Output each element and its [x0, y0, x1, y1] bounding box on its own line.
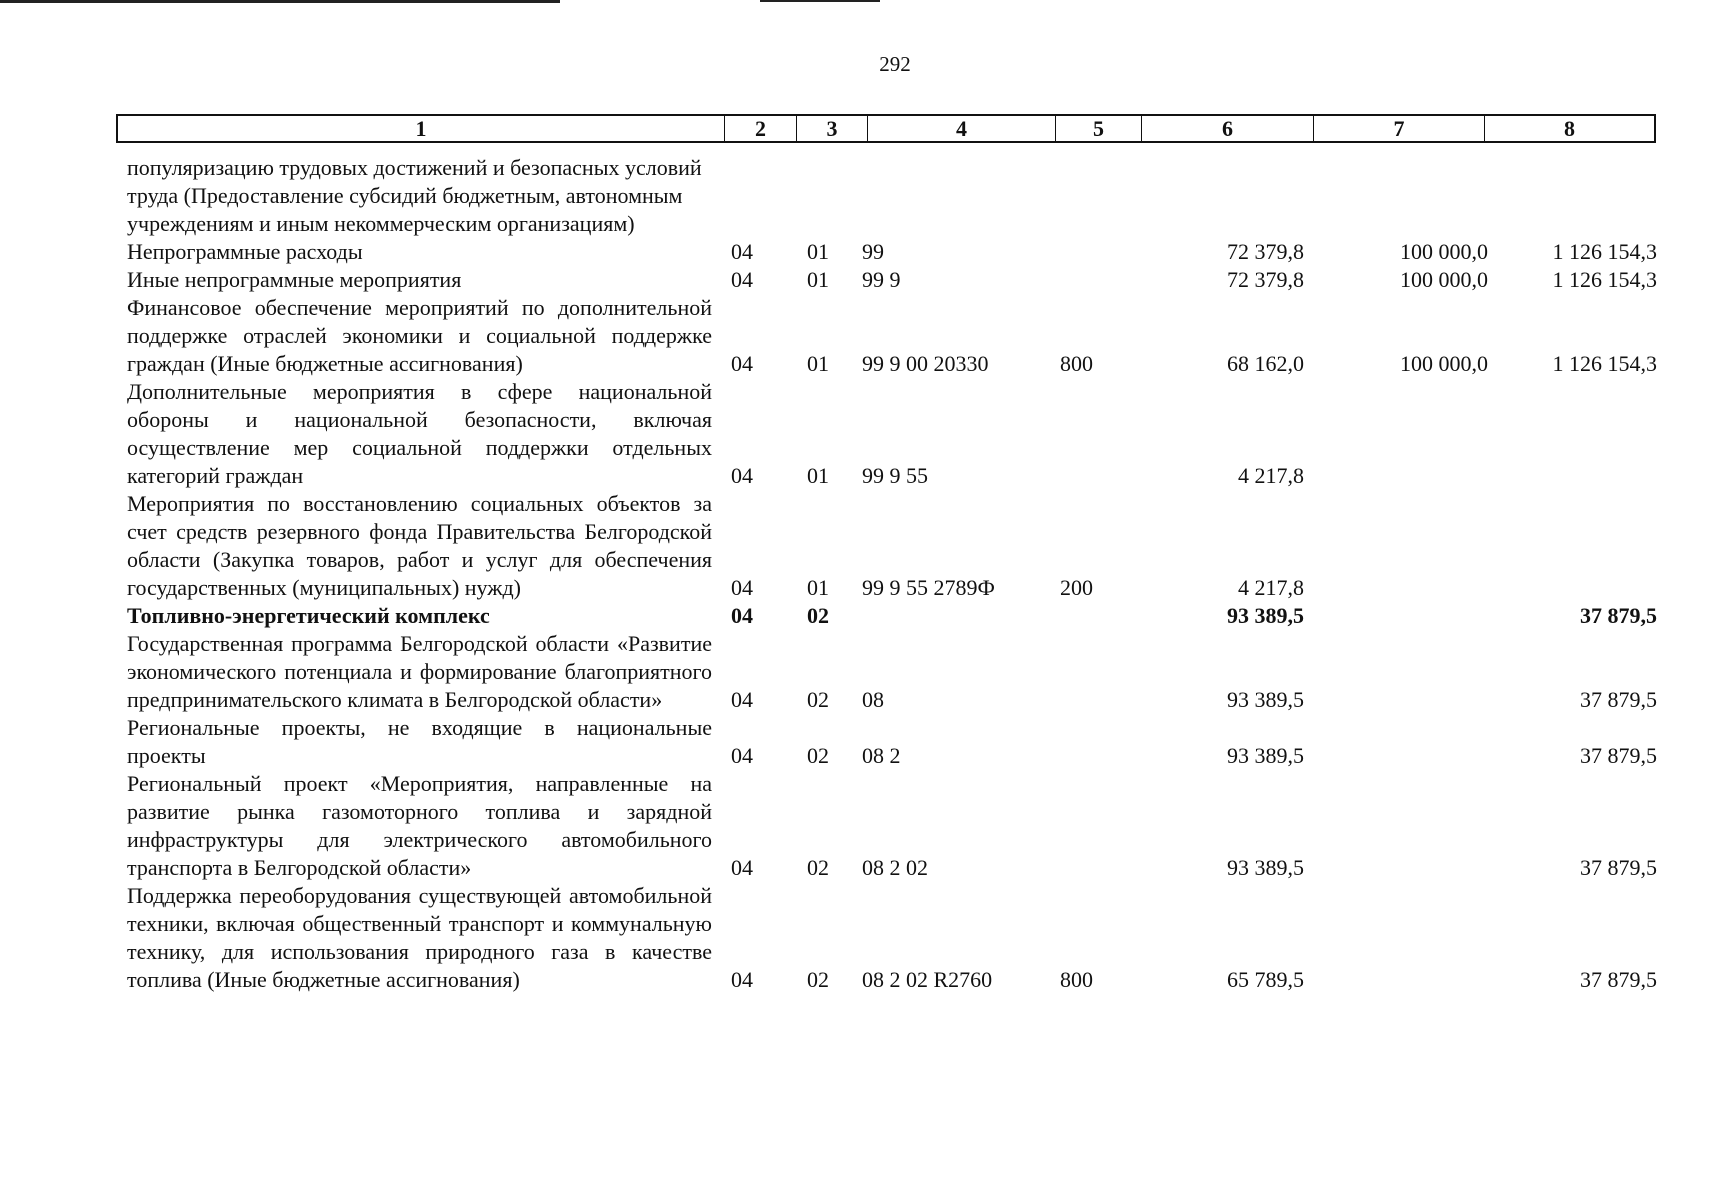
row-description: Дополнительные мероприятия в сфере национальной обороны и национальной безопасности, включая осуществление мер социальной поддержки отдельных категорий граждан	[127, 379, 712, 488]
row-col-8: 1 126 154,3	[1552, 239, 1657, 264]
row-col-8: 37 879,5	[1580, 603, 1657, 628]
row-col-2: 04	[731, 463, 753, 488]
row-description: Региональный проект «Мероприятия, направленные на развитие рынка газомоторного топлива и зарядной инфраструктуры для электрического автомобильного транспорта в Белгородской области»	[127, 771, 712, 880]
row-col-4: 08 2 02 R2760	[862, 967, 993, 992]
table-body	[127, 154, 1657, 994]
row-col-3: 01	[807, 267, 829, 292]
table-row	[127, 630, 1657, 714]
row-col-8: 37 879,5	[1580, 967, 1657, 992]
row-col-3: 01	[807, 463, 829, 488]
row-col-6: 93 389,5	[1227, 687, 1304, 712]
row-col-2: 04	[731, 575, 753, 600]
row-col-4: 08	[862, 687, 884, 712]
row-col-4: 99 9 00 20330	[862, 351, 989, 376]
row-col-6: 65 789,5	[1227, 967, 1304, 992]
row-col-2: 04	[731, 967, 753, 992]
row-col-3: 02	[807, 603, 829, 628]
row-col-6: 4 217,8	[1238, 575, 1304, 600]
row-col-2: 04	[731, 855, 753, 880]
row-col-4: 99	[862, 239, 884, 264]
header-col-4: 4	[867, 116, 1055, 141]
table-row	[127, 770, 1657, 882]
row-col-2: 04	[731, 743, 753, 768]
page-number: 292	[879, 52, 911, 76]
row-description: популяризацию трудовых достижений и безопасных условий труда (Предоставление субсидий бюджетным, автономным учреждениям и иным некоммерческим организациям)	[127, 155, 702, 236]
header-col-3: 3	[796, 116, 867, 141]
row-col-2: 04	[731, 351, 753, 376]
row-col-3: 02	[807, 967, 829, 992]
row-col-2: 04	[731, 603, 753, 628]
row-col-6: 72 379,8	[1227, 267, 1304, 292]
row-col-8: 37 879,5	[1580, 743, 1657, 768]
row-col-3: 01	[807, 575, 829, 600]
row-col-7: 100 000,0	[1400, 351, 1488, 376]
row-col-4: 99 9	[862, 267, 901, 292]
table-row	[127, 154, 1657, 238]
row-col-8: 1 126 154,3	[1552, 351, 1657, 376]
row-description: Мероприятия по восстановлению социальных объектов за счет средств резервного фонда Правительства Белгородской области (Закупка товаров, работ и услуг для обеспечения государственных (муниципальных) нужд)	[127, 491, 712, 600]
row-description: Региональные проекты, не входящие в национальные проекты	[127, 715, 712, 768]
table-row	[127, 238, 1657, 266]
row-col-4: 99 9 55	[862, 463, 928, 488]
row-col-4: 08 2 02	[862, 855, 928, 880]
row-col-5: 800	[1060, 967, 1093, 992]
table-row	[127, 266, 1657, 294]
row-col-3: 01	[807, 239, 829, 264]
row-description: Финансовое обеспечение мероприятий по дополнительной поддержке отраслей экономики и социальной поддержке граждан (Иные бюджетные ассигнования)	[127, 295, 712, 376]
table-row-section-heading	[127, 602, 1657, 630]
row-col-4: 08 2	[862, 743, 901, 768]
row-description: Поддержка переоборудования существующей автомобильной техники, включая общественный транспорт и коммунальную технику, для использования природного газа в качестве топлива (Иные бюджетные ассигнования)	[127, 883, 712, 992]
row-col-7: 100 000,0	[1400, 239, 1488, 264]
row-col-2: 04	[731, 239, 753, 264]
row-col-5: 800	[1060, 351, 1093, 376]
table-row	[127, 490, 1657, 602]
row-col-8: 1 126 154,3	[1552, 267, 1657, 292]
row-col-5: 200	[1060, 575, 1093, 600]
table-row	[127, 714, 1657, 770]
row-col-6: 93 389,5	[1227, 855, 1304, 880]
row-col-6: 93 389,5	[1227, 603, 1304, 628]
table-row	[127, 294, 1657, 378]
row-col-6: 93 389,5	[1227, 743, 1304, 768]
row-col-6: 72 379,8	[1227, 239, 1304, 264]
row-col-6: 4 217,8	[1238, 463, 1304, 488]
top-scan-rule-right	[760, 0, 880, 2]
row-description: Топливно-энергетический комплекс	[127, 603, 490, 628]
row-col-4: 99 9 55 2789Ф	[862, 575, 995, 600]
table-header	[116, 114, 1656, 143]
row-col-3: 01	[807, 351, 829, 376]
row-col-3: 02	[807, 743, 829, 768]
header-col-6: 6	[1141, 116, 1313, 141]
header-col-8: 8	[1484, 116, 1654, 141]
row-description: Государственная программа Белгородской области «Развитие экономического потенциала и формирование благоприятного предпринимательского климата в Белгородской области»	[127, 631, 712, 712]
header-col-2: 2	[724, 116, 796, 141]
table-row	[127, 378, 1657, 490]
table-row	[127, 882, 1657, 994]
row-col-3: 02	[807, 855, 829, 880]
row-col-7: 100 000,0	[1400, 267, 1488, 292]
row-col-3: 02	[807, 687, 829, 712]
top-scan-rule-left	[0, 0, 560, 3]
row-col-2: 04	[731, 267, 753, 292]
row-col-8: 37 879,5	[1580, 687, 1657, 712]
row-col-2: 04	[731, 687, 753, 712]
row-col-8: 37 879,5	[1580, 855, 1657, 880]
header-col-1: 1	[415, 116, 427, 141]
header-col-7: 7	[1313, 116, 1484, 141]
row-description: Непрограммные расходы	[127, 239, 363, 264]
row-col-6: 68 162,0	[1227, 351, 1304, 376]
header-col-5: 5	[1055, 116, 1141, 141]
row-description: Иные непрограммные мероприятия	[127, 267, 462, 292]
